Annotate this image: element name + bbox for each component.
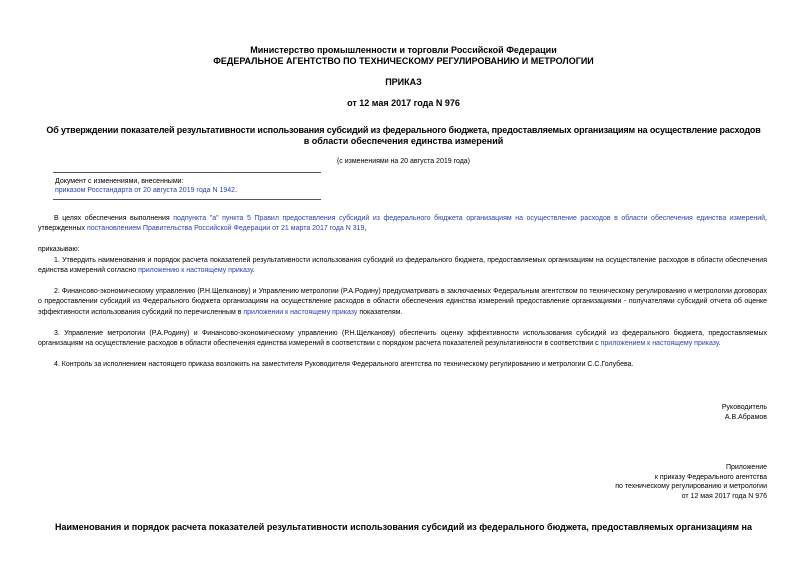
amendments-label: Документ с изменениями, внесенными: (55, 178, 184, 185)
appendix-line-1: к приказу Федерального агентства (654, 473, 767, 481)
government-decree-link[interactable]: постановлением Правительства Российской Федерации от 21 марта 2017 года N 319 (87, 225, 365, 233)
item-3-appendix-link[interactable]: приложением к настоящему приказу (600, 340, 719, 348)
orders-word: приказываю: (38, 246, 80, 253)
ministry-name: Министерство промышленности и торговли Российской Федерации (250, 45, 557, 55)
item-1-text: 1. Утвердить наименования и порядок расчета показателей результативности использования субсидий из федерального бюджета, предоставляемых организациям на осуществление расходов в области обеспечения единства измерений согласно (38, 257, 767, 275)
document-title-line2: в области обеспечения единства измерений (303, 136, 504, 146)
amendments-entry (55, 186, 237, 195)
item-3 (38, 329, 767, 350)
item-2-appendix-link[interactable]: приложении к настоящему приказу (243, 308, 358, 316)
signature-block (722, 403, 767, 422)
preamble-mid: , утвержденных (38, 215, 767, 233)
divider-bottom (53, 199, 321, 200)
item-3-suffix: . (718, 340, 721, 348)
item-3-text: 3. Управление метрологии (Р.А.Родину) и Финансово-экономическому управлению (Р.Н.Щелканову) обеспечить оценку эффективности использования субсидий из федерального бюджета, предоставляемых организациям на осуществление расходов в области обеспечения единства измерений в соответствии с порядком расчета показателей результативности в соответствии с (38, 330, 767, 348)
document-title-line1: Об утверждении показателей результативности использования субсидий из федерального бюджета, предоставляемых организациям на осуществление расходов (46, 125, 761, 135)
appendix-line-2: по техническому регулированию и метрологии (615, 483, 767, 490)
signature-name: А.В.Абрамов (724, 413, 767, 421)
item-2-suffix: показателям. (357, 308, 403, 316)
preamble-prefix: В целях обеспечения выполнения (54, 215, 174, 222)
amendment-note: (с изменениями на 20 августа 2019 года) (336, 158, 471, 165)
amendments-link-suffix: . (235, 187, 238, 194)
item-2-text: 2. Финансово-экономическому управлению (Р.Н.Щелканову) и Управлению метрологии (Р.А.Родину) предусматривать в заключаемых Федеральным агентством по техническому регулированию и метрологии договорах о предоставлении субсидий из Федерального бюджета организациям на осуществление расходов в области обеспечения единства измерений предоставление организациями - получателями субсидий отчета об оценке эффективности использования субсидий по перечисленным в (38, 288, 767, 316)
item-1-suffix: . (252, 267, 255, 275)
item-1-appendix-link[interactable]: приложению к настоящему приказу (138, 267, 253, 275)
document-title (30, 125, 777, 147)
appendix-title: Наименования и порядок расчета показателей результативности использования субсидий из федерального бюджета, предоставляемых организациям на (54, 522, 753, 532)
preamble-suffix: , (364, 225, 367, 233)
appendix-block (615, 463, 767, 501)
signature-position: Руководитель (721, 404, 767, 411)
rules-subparagraph-link[interactable]: подпункта "а" пункта 5 Правил предоставления субсидий из федерального бюджета организациям на осуществление расходов в области обеспечения единства измерений (173, 215, 766, 222)
divider-top (53, 172, 321, 173)
item-2 (38, 287, 767, 318)
document-type: ПРИКАЗ (385, 77, 422, 87)
item-4: 4. Контроль за исполнением настоящего приказа возложить на заместителя Руководителя Федерального агентства по техническому регулированию и метрологии С.С.Голубева. (54, 361, 634, 368)
amendment-order-link[interactable]: приказом Росстандарта от 20 августа 2019 года N 1942 (55, 187, 236, 194)
preamble-paragraph (38, 214, 767, 235)
document-date-number: от 12 мая 2017 года N 976 (347, 98, 460, 108)
item-1 (38, 256, 767, 277)
agency-name: ФЕДЕРАЛЬНОЕ АГЕНТСТВО ПО ТЕХНИЧЕСКОМУ РЕГУЛИРОВАНИЮ И МЕТРОЛОГИИ (213, 56, 594, 66)
appendix-line-3: от 12 мая 2017 года N 976 (681, 492, 767, 500)
appendix-label: Приложение (725, 464, 767, 471)
